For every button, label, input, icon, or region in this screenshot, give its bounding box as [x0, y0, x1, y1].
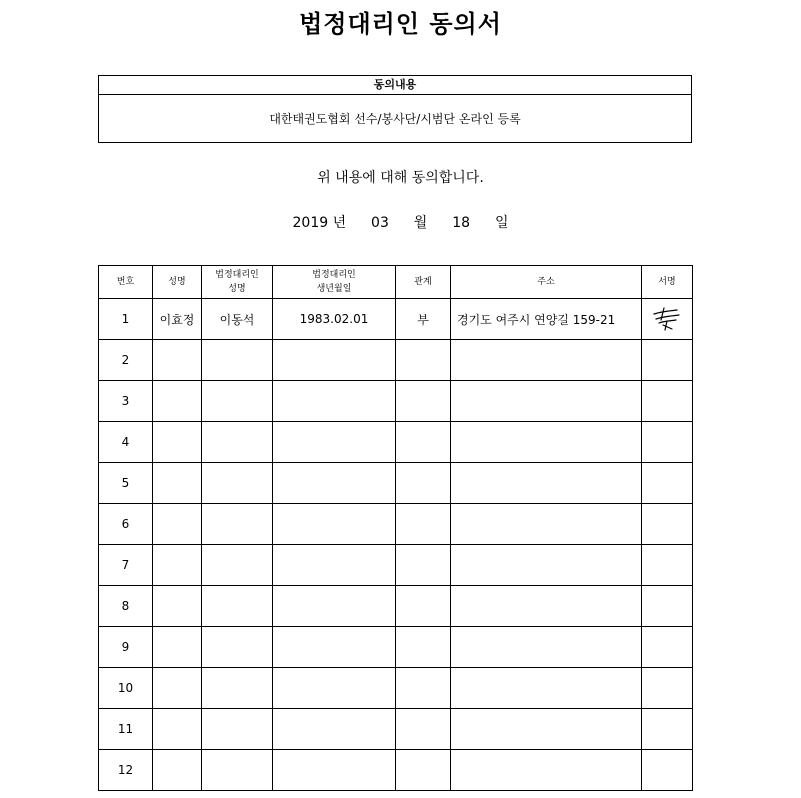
row-guardian-birth	[273, 463, 396, 504]
row-guardian-birth	[273, 750, 396, 791]
row-relation	[396, 709, 451, 750]
row-name	[153, 709, 202, 750]
guardian-table	[98, 265, 693, 791]
date-month: 03	[371, 215, 389, 231]
row-signature	[642, 340, 693, 381]
date-day: 18	[452, 215, 471, 231]
row-guardian-birth	[273, 545, 396, 586]
date-line	[0, 212, 801, 232]
row-address	[451, 381, 642, 422]
table-row	[99, 668, 693, 709]
header-relation: 관계	[396, 266, 451, 299]
row-guardian-name	[202, 504, 273, 545]
row-no: 1	[99, 299, 153, 340]
row-address	[451, 422, 642, 463]
row-address	[451, 504, 642, 545]
header-no: 번호	[99, 266, 153, 299]
row-name: 이효정	[153, 299, 202, 340]
consent-body: 대한태권도협회 선수/봉사단/시범단 온라인 등록	[269, 112, 521, 126]
row-name	[153, 381, 202, 422]
row-guardian-name	[202, 340, 273, 381]
row-guardian-name	[202, 627, 273, 668]
row-name	[153, 668, 202, 709]
row-guardian-name	[202, 463, 273, 504]
row-guardian-birth	[273, 422, 396, 463]
date-year: 2019	[292, 215, 329, 231]
table-header-row	[99, 266, 693, 299]
header-guardian-name-line1: 법정대리인	[215, 270, 259, 280]
table-row	[99, 545, 693, 586]
row-guardian-name	[202, 750, 273, 791]
table-row	[99, 422, 693, 463]
row-name	[153, 504, 202, 545]
row-signature	[642, 422, 693, 463]
agree-statement: 위 내용에 대해 동의합니다.	[317, 170, 484, 186]
row-relation	[396, 586, 451, 627]
consent-header: 동의내용	[99, 76, 691, 95]
row-guardian-name	[202, 545, 273, 586]
row-signature	[642, 750, 693, 791]
table-row	[99, 340, 693, 381]
row-no: 11	[99, 709, 153, 750]
row-relation	[396, 463, 451, 504]
header-guardian-name-line2: 성명	[228, 284, 246, 294]
row-name	[153, 340, 202, 381]
header-guardian-birth-line2: 생년월일	[316, 284, 352, 294]
row-signature	[642, 299, 693, 340]
row-relation	[396, 381, 451, 422]
row-guardian-birth: 1983.02.01	[273, 299, 396, 340]
row-name	[153, 422, 202, 463]
row-no: 6	[99, 504, 153, 545]
table-row	[99, 750, 693, 791]
row-address	[451, 668, 642, 709]
table-row	[99, 627, 693, 668]
header-name: 성명	[153, 266, 202, 299]
row-guardian-name	[202, 586, 273, 627]
row-name	[153, 463, 202, 504]
row-signature	[642, 709, 693, 750]
row-guardian-name	[202, 668, 273, 709]
row-signature	[642, 668, 693, 709]
table-row	[99, 463, 693, 504]
row-relation	[396, 750, 451, 791]
row-address	[451, 627, 642, 668]
header-address: 주소	[451, 266, 642, 299]
table-row	[99, 709, 693, 750]
row-no: 7	[99, 545, 153, 586]
row-guardian-birth	[273, 340, 396, 381]
table-row	[99, 504, 693, 545]
date-year-label: 년	[332, 215, 347, 231]
row-signature	[642, 545, 693, 586]
date-month-label: 월	[413, 215, 428, 231]
row-name	[153, 545, 202, 586]
header-guardian-birth-line1: 법정대리인	[312, 270, 356, 280]
row-relation	[396, 627, 451, 668]
table-row	[99, 381, 693, 422]
row-no: 12	[99, 750, 153, 791]
document-title: 법정대리인 동의서	[299, 10, 502, 38]
row-name	[153, 750, 202, 791]
row-guardian-birth	[273, 381, 396, 422]
row-address	[451, 545, 642, 586]
row-name	[153, 627, 202, 668]
row-guardian-name	[202, 422, 273, 463]
row-no: 4	[99, 422, 153, 463]
row-no: 3	[99, 381, 153, 422]
table-row	[99, 299, 693, 340]
row-relation	[396, 340, 451, 381]
row-guardian-name: 이동석	[202, 299, 273, 340]
row-relation	[396, 668, 451, 709]
row-guardian-birth	[273, 504, 396, 545]
row-address	[451, 463, 642, 504]
row-signature	[642, 463, 693, 504]
row-signature	[642, 381, 693, 422]
row-address	[451, 750, 642, 791]
row-signature	[642, 627, 693, 668]
header-guardian-birth	[273, 266, 396, 299]
header-guardian-name	[202, 266, 273, 299]
row-no: 2	[99, 340, 153, 381]
row-no: 10	[99, 668, 153, 709]
row-address	[451, 709, 642, 750]
row-relation	[396, 545, 451, 586]
table-row	[99, 586, 693, 627]
row-name	[153, 586, 202, 627]
row-guardian-birth	[273, 668, 396, 709]
row-no: 8	[99, 586, 153, 627]
row-guardian-birth	[273, 627, 396, 668]
row-no: 5	[99, 463, 153, 504]
row-guardian-birth	[273, 586, 396, 627]
row-guardian-name	[202, 381, 273, 422]
signature-mark	[650, 306, 684, 332]
row-address	[451, 586, 642, 627]
row-guardian-name	[202, 709, 273, 750]
row-address: 경기도 여주시 연양길 159-21	[451, 299, 642, 340]
header-signature: 서명	[642, 266, 693, 299]
row-relation	[396, 504, 451, 545]
row-relation: 부	[396, 299, 451, 340]
date-day-label: 일	[494, 215, 509, 231]
row-signature	[642, 586, 693, 627]
consent-box	[98, 75, 692, 143]
row-relation	[396, 422, 451, 463]
row-address	[451, 340, 642, 381]
row-guardian-birth	[273, 709, 396, 750]
row-no: 9	[99, 627, 153, 668]
row-signature	[642, 504, 693, 545]
